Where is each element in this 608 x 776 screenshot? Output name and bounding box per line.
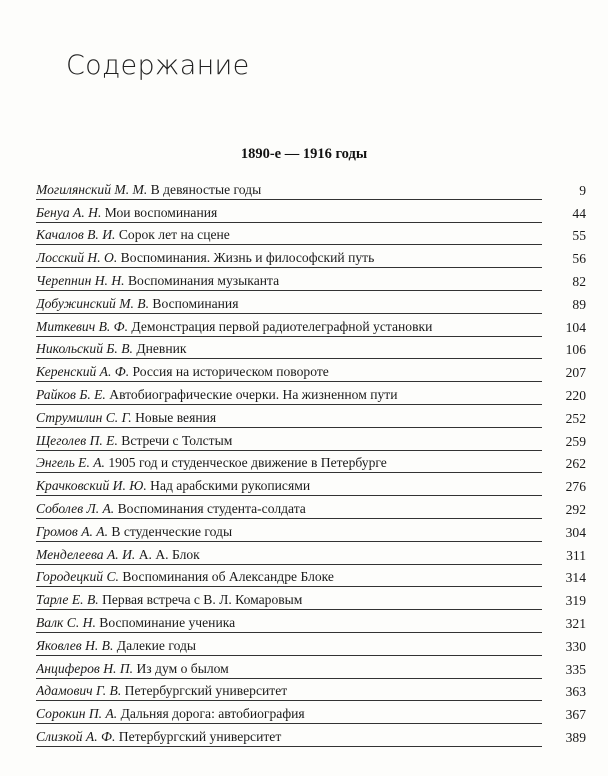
toc-entry bbox=[36, 405, 586, 428]
toc-entry bbox=[36, 724, 586, 747]
toc-entry-title: В студенческие годы bbox=[111, 523, 233, 539]
toc-entry-title: Автобиографические очерки. На жизненном пути bbox=[109, 386, 398, 402]
toc-entry-author: Никольский Б. В. bbox=[36, 341, 133, 357]
toc-entry-title: Дневник bbox=[136, 341, 187, 357]
toc-entry-author: Добужинский М. В. bbox=[36, 295, 150, 311]
toc-entry-page-number: 321 bbox=[565, 615, 586, 631]
toc-entry-title: Воспоминание ученика bbox=[99, 614, 236, 630]
toc-entry-title: Россия на историческом повороте bbox=[132, 364, 329, 380]
table-of-contents bbox=[36, 177, 586, 747]
toc-entry-page-number: 104 bbox=[565, 319, 586, 335]
toc-entry-author: Струмилин С. Г. bbox=[36, 409, 132, 425]
toc-entry-title: Дальняя дорога: автобиография bbox=[120, 706, 305, 722]
toc-entry-author: Черепнин Н. Н. bbox=[36, 272, 125, 288]
toc-entry-title: 1905 год и студенческое движение в Петербурге bbox=[108, 455, 387, 471]
toc-entry-text bbox=[36, 433, 542, 451]
toc-entry-page-number: 304 bbox=[565, 524, 586, 540]
toc-entry-page-number: 276 bbox=[565, 479, 586, 495]
toc-entry-page-number: 319 bbox=[565, 593, 586, 609]
toc-entry-text bbox=[36, 547, 542, 565]
toc-entry-title: Петербургский университет bbox=[124, 683, 288, 699]
toc-entry-text bbox=[36, 706, 542, 724]
toc-entry bbox=[36, 656, 586, 679]
toc-entry-text bbox=[36, 364, 542, 382]
toc-entry-author: Яковлев Н. В. bbox=[36, 637, 114, 653]
toc-entry-author: Анциферов Н. П. bbox=[36, 660, 134, 676]
toc-entry-text bbox=[36, 592, 542, 610]
toc-entry-page-number: 259 bbox=[565, 433, 586, 449]
toc-entry-page-number: 367 bbox=[565, 707, 586, 723]
toc-entry-text bbox=[36, 661, 542, 679]
toc-entry-title: Воспоминания bbox=[152, 295, 239, 311]
toc-entry bbox=[36, 496, 586, 519]
toc-entry-author: Громов А. А. bbox=[36, 523, 109, 539]
toc-entry-author: Лосский Н. О. bbox=[36, 250, 118, 266]
toc-entry-page-number: 9 bbox=[579, 182, 586, 198]
toc-entry-text bbox=[36, 319, 542, 337]
toc-entry-author: Райков Б. Е. bbox=[36, 386, 106, 402]
toc-entry-page-number: 335 bbox=[565, 661, 586, 677]
toc-entry-page-number: 292 bbox=[565, 501, 586, 517]
toc-entry-page-number: 330 bbox=[565, 638, 586, 654]
toc-entry-title: Первая встреча с В. Л. Комаровым bbox=[102, 592, 303, 608]
toc-entry-page-number: 207 bbox=[565, 365, 586, 381]
toc-entry-title: Сорок лет на сцене bbox=[118, 227, 230, 243]
toc-entry bbox=[36, 565, 586, 588]
toc-entry bbox=[36, 679, 586, 702]
toc-entry-author: Качалов В. И. bbox=[36, 227, 116, 243]
toc-entry-title: Демонстрация первой радиотелеграфной установки bbox=[131, 318, 433, 334]
toc-entry bbox=[36, 473, 586, 496]
page-title: Содержание bbox=[66, 50, 250, 81]
toc-entry-title: Воспоминания студента-солдата bbox=[117, 500, 306, 516]
toc-entry-page-number: 252 bbox=[565, 410, 586, 426]
toc-entry bbox=[36, 337, 586, 360]
toc-entry-text bbox=[36, 524, 542, 542]
toc-entry-author: Городецкий С. bbox=[36, 569, 119, 585]
toc-entry-title: Встречи с Толстым bbox=[121, 432, 233, 448]
toc-entry bbox=[36, 177, 586, 200]
toc-entry-author: Тарле Е. В. bbox=[36, 592, 99, 608]
toc-entry-title: Мои воспоминания bbox=[104, 204, 218, 220]
toc-entry-page-number: 311 bbox=[566, 547, 586, 563]
toc-entry-text bbox=[36, 410, 542, 428]
toc-entry-text bbox=[36, 638, 542, 656]
toc-entry-title: Новые веяния bbox=[135, 409, 217, 425]
toc-entry-text bbox=[36, 227, 542, 245]
toc-entry-page-number: 44 bbox=[572, 205, 586, 221]
toc-entry-page-number: 314 bbox=[565, 570, 586, 586]
toc-entry-author: Валк С. Н. bbox=[36, 614, 96, 630]
toc-entry-page-number: 220 bbox=[565, 387, 586, 403]
toc-entry bbox=[36, 223, 586, 246]
toc-entry-author: Щеголев П. Е. bbox=[36, 432, 118, 448]
toc-entry bbox=[36, 382, 586, 405]
toc-entry-text bbox=[36, 615, 542, 633]
toc-entry bbox=[36, 633, 586, 656]
toc-entry-title: Петербургский университет bbox=[118, 728, 282, 744]
toc-entry-title: В девяностые годы bbox=[150, 181, 262, 197]
toc-entry-text bbox=[36, 455, 542, 473]
toc-entry bbox=[36, 200, 586, 223]
toc-entry-text bbox=[36, 182, 542, 200]
toc-entry-page-number: 106 bbox=[565, 342, 586, 358]
toc-entry-author: Адамович Г. В. bbox=[36, 683, 122, 699]
toc-entry-page-number: 55 bbox=[572, 228, 586, 244]
toc-entry-text bbox=[36, 683, 542, 701]
toc-entry-title: Над арабскими рукописями bbox=[150, 478, 311, 494]
toc-entry-text bbox=[36, 387, 542, 405]
toc-entry bbox=[36, 359, 586, 382]
toc-entry-page-number: 56 bbox=[572, 251, 586, 267]
toc-entry-text bbox=[36, 296, 542, 314]
toc-entry-author: Бенуа А. Н. bbox=[36, 204, 102, 220]
toc-entry-text bbox=[36, 250, 542, 268]
toc-entry bbox=[36, 428, 586, 451]
toc-entry-author: Сорокин П. А. bbox=[36, 706, 118, 722]
toc-entry-title: Далекие годы bbox=[116, 637, 197, 653]
toc-entry-author: Могилянский М. М. bbox=[36, 181, 148, 197]
toc-entry-page-number: 262 bbox=[565, 456, 586, 472]
toc-entry-text bbox=[36, 729, 542, 747]
section-heading: 1890-е — 1916 годы bbox=[240, 146, 368, 162]
toc-entry-text bbox=[36, 501, 542, 519]
toc-entry-title: Из дум о былом bbox=[136, 660, 229, 676]
toc-entry-text bbox=[36, 273, 542, 291]
toc-entry-title: А. А. Блок bbox=[138, 546, 200, 562]
toc-entry-title: Воспоминания. Жизнь и философский путь bbox=[120, 250, 375, 266]
toc-entry bbox=[36, 245, 586, 268]
toc-entry-text bbox=[36, 569, 542, 587]
toc-entry bbox=[36, 587, 586, 610]
toc-entry bbox=[36, 291, 586, 314]
toc-entry bbox=[36, 268, 586, 291]
toc-entry bbox=[36, 519, 586, 542]
toc-entry-text bbox=[36, 478, 542, 496]
toc-entry-title: Воспоминания музыканта bbox=[127, 272, 280, 288]
toc-entry bbox=[36, 451, 586, 474]
toc-entry-text bbox=[36, 341, 542, 359]
toc-entry-author: Миткевич В. Ф. bbox=[36, 318, 129, 334]
toc-entry-page-number: 89 bbox=[572, 296, 586, 312]
toc-entry bbox=[36, 314, 586, 337]
toc-entry-title: Воспоминания об Александре Блоке bbox=[122, 569, 334, 585]
toc-entry-author: Энгель Е. А. bbox=[36, 455, 105, 471]
toc-entry bbox=[36, 610, 586, 633]
toc-entry-author: Керенский А. Ф. bbox=[36, 364, 130, 380]
toc-entry-author: Слизкой А. Ф. bbox=[36, 728, 116, 744]
toc-entry-page-number: 389 bbox=[565, 729, 586, 745]
toc-entry-page-number: 363 bbox=[565, 684, 586, 700]
toc-entry bbox=[36, 701, 586, 724]
toc-entry-author: Соболев Л. А. bbox=[36, 500, 115, 516]
toc-entry-page-number: 82 bbox=[572, 273, 586, 289]
toc-entry-author: Менделеева А. И. bbox=[36, 546, 136, 562]
toc-entry bbox=[36, 542, 586, 565]
toc-entry-author: Крачковский И. Ю. bbox=[36, 478, 147, 494]
toc-entry-text bbox=[36, 205, 542, 223]
